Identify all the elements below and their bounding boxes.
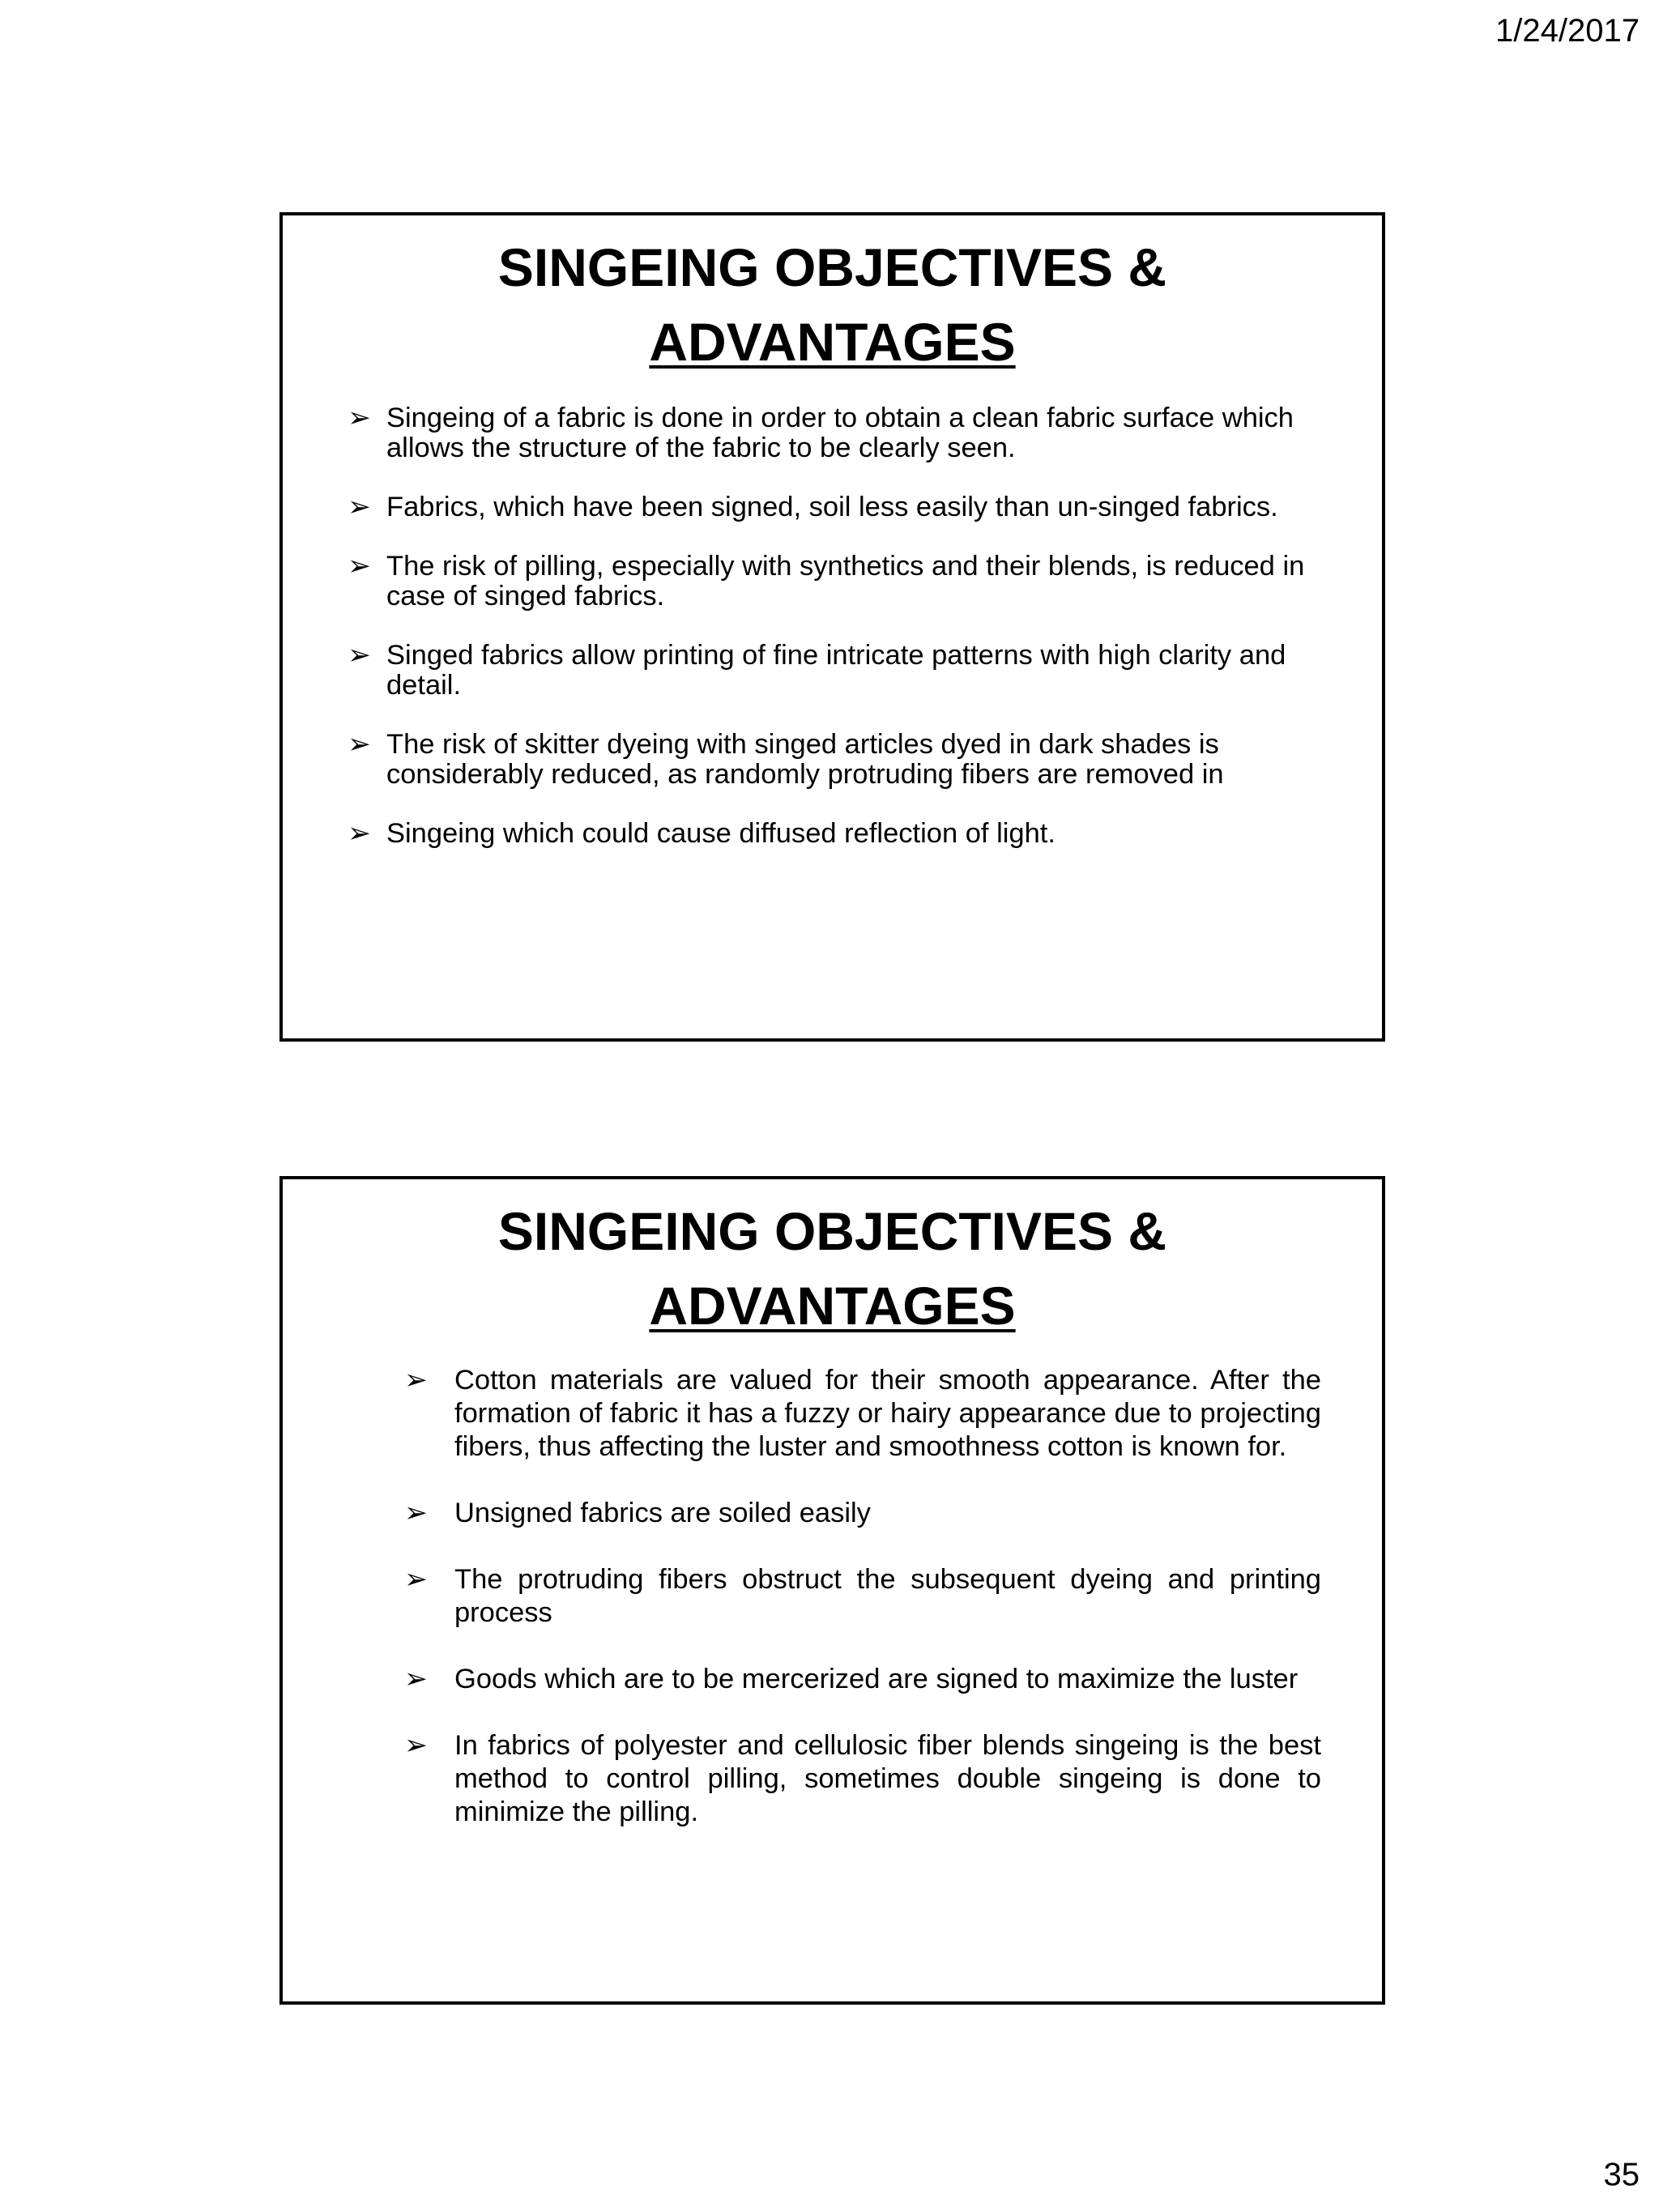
arrow-bullet-icon: ➢ (348, 640, 371, 671)
slide-title-line-1: SINGEING OBJECTIVES & (497, 1201, 1167, 1261)
arrow-bullet-icon: ➢ (404, 1564, 428, 1595)
bullet-text: The protruding fibers obstruct the subsequent dyeing and printing process (454, 1564, 1321, 1628)
bullet-text: The risk of pilling, especially with synthetics and their blends, is reduced in case of singed fabrics. (386, 551, 1305, 612)
slide-2 (279, 1176, 1385, 2005)
bullet-text: Unsigned fabrics are soiled easily (454, 1498, 871, 1528)
arrow-bullet-icon: ➢ (348, 492, 371, 522)
slide-title (283, 215, 1382, 379)
arrow-bullet-icon: ➢ (404, 1498, 428, 1528)
bullet-text: The risk of skitter dyeing with singed articles dyed in dark shades is considerably reduced, as randomly protruding fibers are removed in (386, 729, 1224, 790)
bullet-item (348, 403, 1325, 463)
arrow-bullet-icon: ➢ (348, 551, 371, 582)
slide-title (283, 1179, 1382, 1343)
bullet-item (404, 1497, 1321, 1530)
bullet-text: Singed fabrics allow printing of fine intricate patterns with high clarity and detail. (386, 640, 1286, 701)
bullet-list (283, 403, 1382, 849)
arrow-bullet-icon: ➢ (348, 403, 371, 433)
bullet-item (348, 819, 1325, 849)
bullet-list (283, 1364, 1382, 1829)
page-date: 1/24/2017 (1495, 13, 1640, 49)
bullet-item (404, 1563, 1321, 1630)
arrow-bullet-icon: ➢ (404, 1664, 428, 1694)
arrow-bullet-icon: ➢ (348, 818, 371, 849)
page-number: 35 (1603, 2157, 1640, 2193)
bullet-text: Singeing of a fabric is done in order to obtain a clean fabric surface which allows the structure of the fabric to be clearly seen. (386, 403, 1294, 463)
bullet-item (348, 552, 1325, 612)
bullet-item (404, 1663, 1321, 1696)
bullet-item (348, 641, 1325, 701)
bullet-item (348, 730, 1325, 790)
bullet-text: Singeing which could cause diffused reflection of light. (386, 818, 1056, 849)
bullet-text: Fabrics, which have been signed, soil less easily than un-singed fabrics. (386, 492, 1278, 522)
arrow-bullet-icon: ➢ (404, 1730, 428, 1761)
slide-title-line-1: SINGEING OBJECTIVES & (497, 237, 1167, 297)
slide-title-line-2: ADVANTAGES (649, 312, 1016, 372)
arrow-bullet-icon: ➢ (348, 729, 371, 760)
bullet-item (404, 1729, 1321, 1829)
bullet-text: Cotton materials are valued for their smooth appearance. After the formation of fabric it has a fuzzy or hairy appearance due to projecting fibers, thus affecting the luster and smoothness cotton is known for. (454, 1365, 1321, 1462)
arrow-bullet-icon: ➢ (404, 1365, 428, 1396)
bullet-item (348, 492, 1325, 522)
slide-1 (279, 212, 1385, 1042)
bullet-text: In fabrics of polyester and cellulosic fiber blends singeing is the best method to control pilling, sometimes double singeing is done to minimize the pilling. (454, 1730, 1321, 1827)
bullet-text: Goods which are to be mercerized are signed to maximize the luster (454, 1664, 1299, 1694)
bullet-item (404, 1364, 1321, 1464)
slide-title-line-2: ADVANTAGES (649, 1276, 1016, 1336)
